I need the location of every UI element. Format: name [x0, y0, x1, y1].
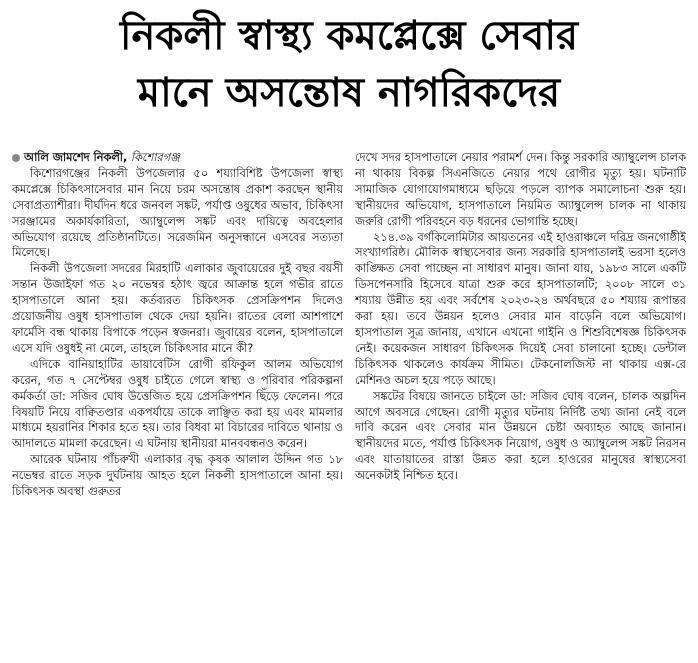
headline-line-2: মানে অসন্তোষ নাগরিকদের: [137, 70, 561, 116]
headline-line-1: নিকলী স্বাস্থ্য কমপ্লেক্সে সেবার: [120, 13, 578, 59]
paragraph: ২১৪.৩৯ বর্গকিলোমিটার আয়তনের এই হাওরাঞ্চলে দরিদ্র জনগোষ্ঠীই সংখ্যাগরিষ্ঠ। মৌলিক স্বাস্থ্যসেবার জন্য সরকারি হাসপাতালই ভরসা হলেও কাঙ্ক্ষিত সেবা পাচ্ছেন না সাধারণ মানুষ। জানা যায়, ১৯৮৩ সালে একটি ডিসপেনসারি হিসেবে যাত্রা শুরু করে হাসপাতালটি; ২০০৮ সালে ৩১ শয্যায় উন্নীত হয় এবং সর্বশেষ ২০২৩-২৪ অর্থবছরে ৫০ শয্যায় রূপান্তর করা হয়। তবে উন্নয়ন হলেও সেবার মান বাড়েনি বলে অভিযোগ। হাসপাতাল সূত্র জানায়, এখানে এখনো গাইনি ও শিশুবিশেষজ্ঞ চিকিৎসক নেই। কয়েকজন সাধারণ চিকিৎসক দিয়েই সেবা চালানো হচ্ছে। ডেন্টাল চিকিৎসক থাকলেও কার্যক্রম সীমিত। টেকনোলজিস্ট না থাকায় এক্স-রে মেশিনও অচল হয়ে পড়ে আছে।: [355, 230, 686, 387]
paragraph: দেখে সদর হাসপাতালে নেয়ার পরামর্শ দেন। কিন্তু সরকারি অ্যাম্বুলেন্স চালক না থাকায় বিকল্প সিএনজিতে নেয়ার পথে রোগীর মৃত্যু হয়। ঘটনাটি সামাজিক যোগাযোগমাধ্যমে ছড়িয়ে পড়লে ব্যাপক সমালোচনা শুরু হয়। স্থানীয়দের অভিযোগ, হাসপাতালে নিয়মিত অ্যাম্বুলেন্স চালক না থাকায় জরুরি রোগী পরিবহনে বড় ধরনের ভোগান্তি হচ্ছে।: [355, 151, 686, 228]
paragraph: আরেক ঘটনায় পাঁচরুখী এলাকার বৃদ্ধ কৃষক আলাল উদ্দিন গত ১৮ নভেম্বর রাতে সড়ক দুর্ঘটনায় আহত হলে নিকলী হাসপাতালে আনা হয়। চিকিৎসক অবস্থা গুরুতর: [12, 453, 343, 499]
paragraph: নিকলী উপজেলা সদরের মিরহাটি এলাকার জুবায়েরের দুই বছর বয়সী সন্তান উজাইফা গত ২০ নভেম্বর হঠাৎ জ্বরে আক্রান্ত হলে গভীর রাতে হাসপাতালে আনা হয়। কর্তব্যরত চিকিৎসক প্রেসক্রিপশন দিলেও প্রয়োজনীয় ওষুধ হাসপাতাল থেকে দেয়া হয়নি। রাতের বেলা আশপাশে ফার্মেসি বন্ধ থাকায় বিপাকে পড়েন স্বজনরা। জুবায়ের বলেন, হাসপাতালে এসে যদি ওষুধই না মেলে, তাহলে চিকিৎসার মানে কী?: [12, 262, 343, 355]
article-body: [12, 150, 686, 659]
right-column: [355, 150, 686, 659]
byline-place: কিশোরগঞ্জ: [130, 151, 180, 164]
byline-name: আলি জামশেদ নিকলী,: [24, 151, 128, 164]
paragraph: সঙ্কটের বিষয়ে জানতে চাইলে ডা: সজিব ঘোষ বলেন, চালক অল্পদিন আগে অবসরে গেছেন। রোগী মৃত্যুর ঘটনায় নির্দিষ্ট তথ্য জানা নেই বলে দাবি করেন এবং সেবার মান উন্নয়নে চেষ্টা অব্যাহত আছে জানান। স্থানীয়দের মতে, পর্যাপ্ত চিকিৎসক নিয়োগ, ওষুধ ও অ্যাম্বুলেন্স সঙ্কট নিরসন এবং যাতায়াতের রাস্তা উন্নত করা হলে হাওরের মানুষের স্বাস্থ্যসেবা অনেকটাই নিশ্চিত হবে।: [355, 389, 686, 483]
headline: [12, 8, 686, 122]
left-column: [12, 150, 343, 659]
bullet-icon: [12, 154, 20, 162]
paragraph: কিশোরগঞ্জের নিকলী উপজেলার ৫০ শয্যাবিশিষ্ট উপজেলা স্বাস্থ্য কমপ্লেক্সে চিকিৎসাসেবার মান নিয়ে চরম অসন্তোষ প্রকাশ করছেন স্থানীয় সেবাপ্রত্যাশীরা। দীর্ঘদিন ধরে জনবল সঙ্কট, পর্যাপ্ত ওষুধের অভাব, চিকিৎসা সরঞ্জামের অকার্যকারিতা, অ্যাম্বুলেন্স সঙ্কট এবং দায়িত্বে অবহেলার অভিযোগ রয়েছে প্রতিষ্ঠানটিতে। সরেজমিন অনুসন্ধানে এসবের সত্যতা মিলেছে।: [12, 166, 343, 260]
byline: [12, 150, 343, 166]
paragraph: এদিকে বানিয়াহাটির ডায়াবেটিস রোগী রফিকুল আলম অভিযোগ করেন, গত ৭ সেপ্টেম্বর ওষুধ চাইতে গেলে স্বাস্থ্য ও পরিবার পরিকল্পনা কর্মকর্তা ডা: সজিব ঘোষ উত্তেজিত হয়ে প্রেসক্রিপশন ছিঁড়ে ফেলেন। পরে বিষয়টি নিয়ে বাক্বিতণ্ডার একপর্যায়ে তাকে লাঞ্ছিত করা হয় এবং মামলার মাধ্যমে হয়রানির শিকার হতে হয়। তার বিধবা মা বিচারের দাবিতে থানায় ও আদালতে মামলা করেছেন। এ ঘটনায় স্থানীয়রা মানববন্ধনও করেন।: [12, 357, 343, 451]
